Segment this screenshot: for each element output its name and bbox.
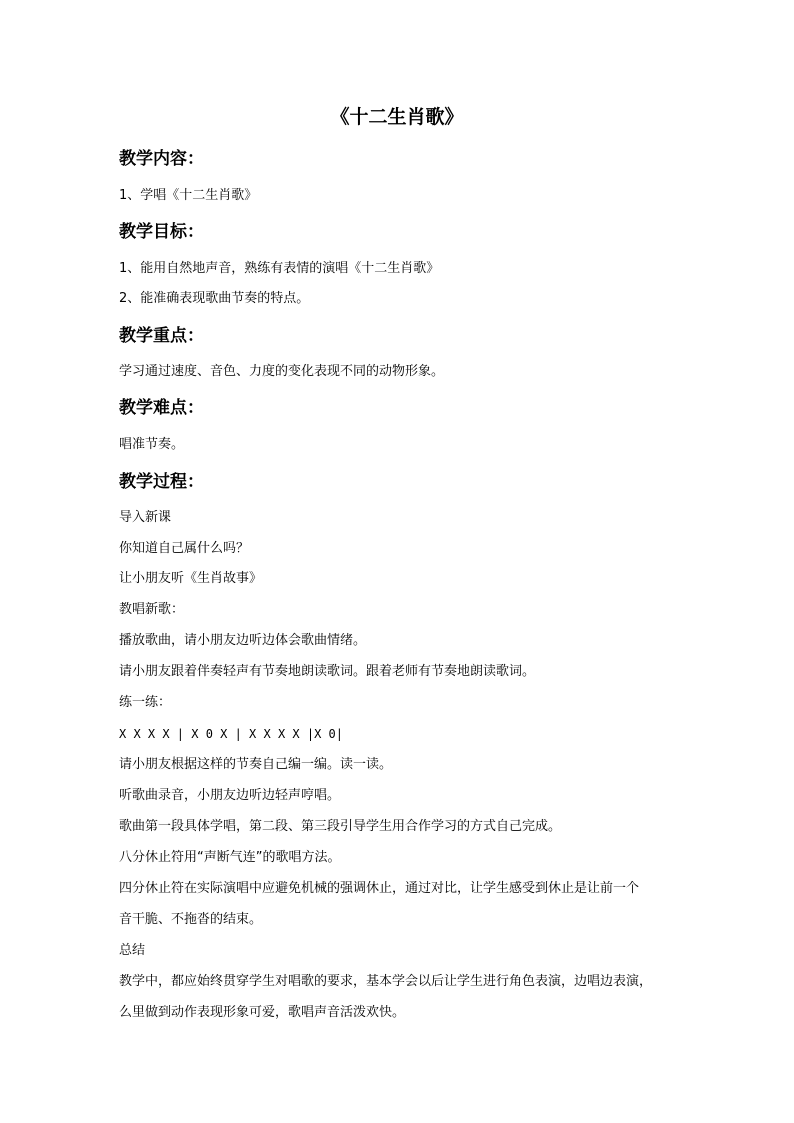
process-line: 总结 [119,943,146,958]
section-heading-content: 教学内容： [119,149,204,169]
process-line: 导入新课 [119,510,172,525]
process-line: 么里做到动作表现形象可爱，歌唱声音活泼欢快。 [119,1005,406,1020]
process-line: 听歌曲录音，小朋友边听边轻声哼唱。 [119,788,341,803]
difficulties-line-1: 唱准节奏。 [119,437,185,452]
section-heading-difficulties: 教学难点： [119,398,204,418]
rhythm-notation: X X X X | X 0 X | X X X X |X 0| [119,727,343,741]
section-heading-goals: 教学目标： [119,222,204,242]
process-line: 教唱新歌： [119,602,185,617]
process-line: 请小朋友根据这样的节奏自己编一编。读一读。 [119,757,393,772]
section-heading-process: 教学过程： [119,472,204,492]
process-line: 歌曲第一段具体学唱，第二段、第三段引导学生用合作学习的方式自己完成。 [119,819,562,834]
process-line: 练一练： [119,695,172,710]
goals-line-1: 1、能用自然地声音，熟练有表情的演唱《十二生肖歌》 [119,261,440,276]
process-line: 你知道自己属什么吗？ [119,541,250,556]
process-line: 八分休止符用“声断气连”的歌唱方法。 [119,850,341,865]
section-heading-key-points: 教学重点： [119,326,204,346]
process-line: 请小朋友跟着伴奏轻声有节奏地朗读歌词。跟着老师有节奏地朗读歌词。 [119,664,536,679]
document-title: 《十二生肖歌》 [330,106,464,128]
process-line: 教学中，都应始终贯穿学生对唱歌的要求，基本学会以后让学生进行角色表演，边唱边表演， [119,974,653,989]
key-points-line-1: 学习通过速度、音色、力度的变化表现不同的动物形象。 [119,364,445,379]
process-line: 音干脆、不拖沓的结束。 [119,912,263,927]
content-line-1: 1、学唱《十二生肖歌》 [119,188,258,203]
process-line: 让小朋友听《生肖故事》 [119,571,263,586]
process-line: 四分休止符在实际演唱中应避免机械的强调休止，通过对比，让学生感受到休止是让前一个 [119,881,640,896]
process-line: 播放歌曲，请小朋友边听边体会歌曲情绪。 [119,633,367,648]
goals-line-2: 2、能准确表现歌曲节奏的特点。 [119,291,310,306]
